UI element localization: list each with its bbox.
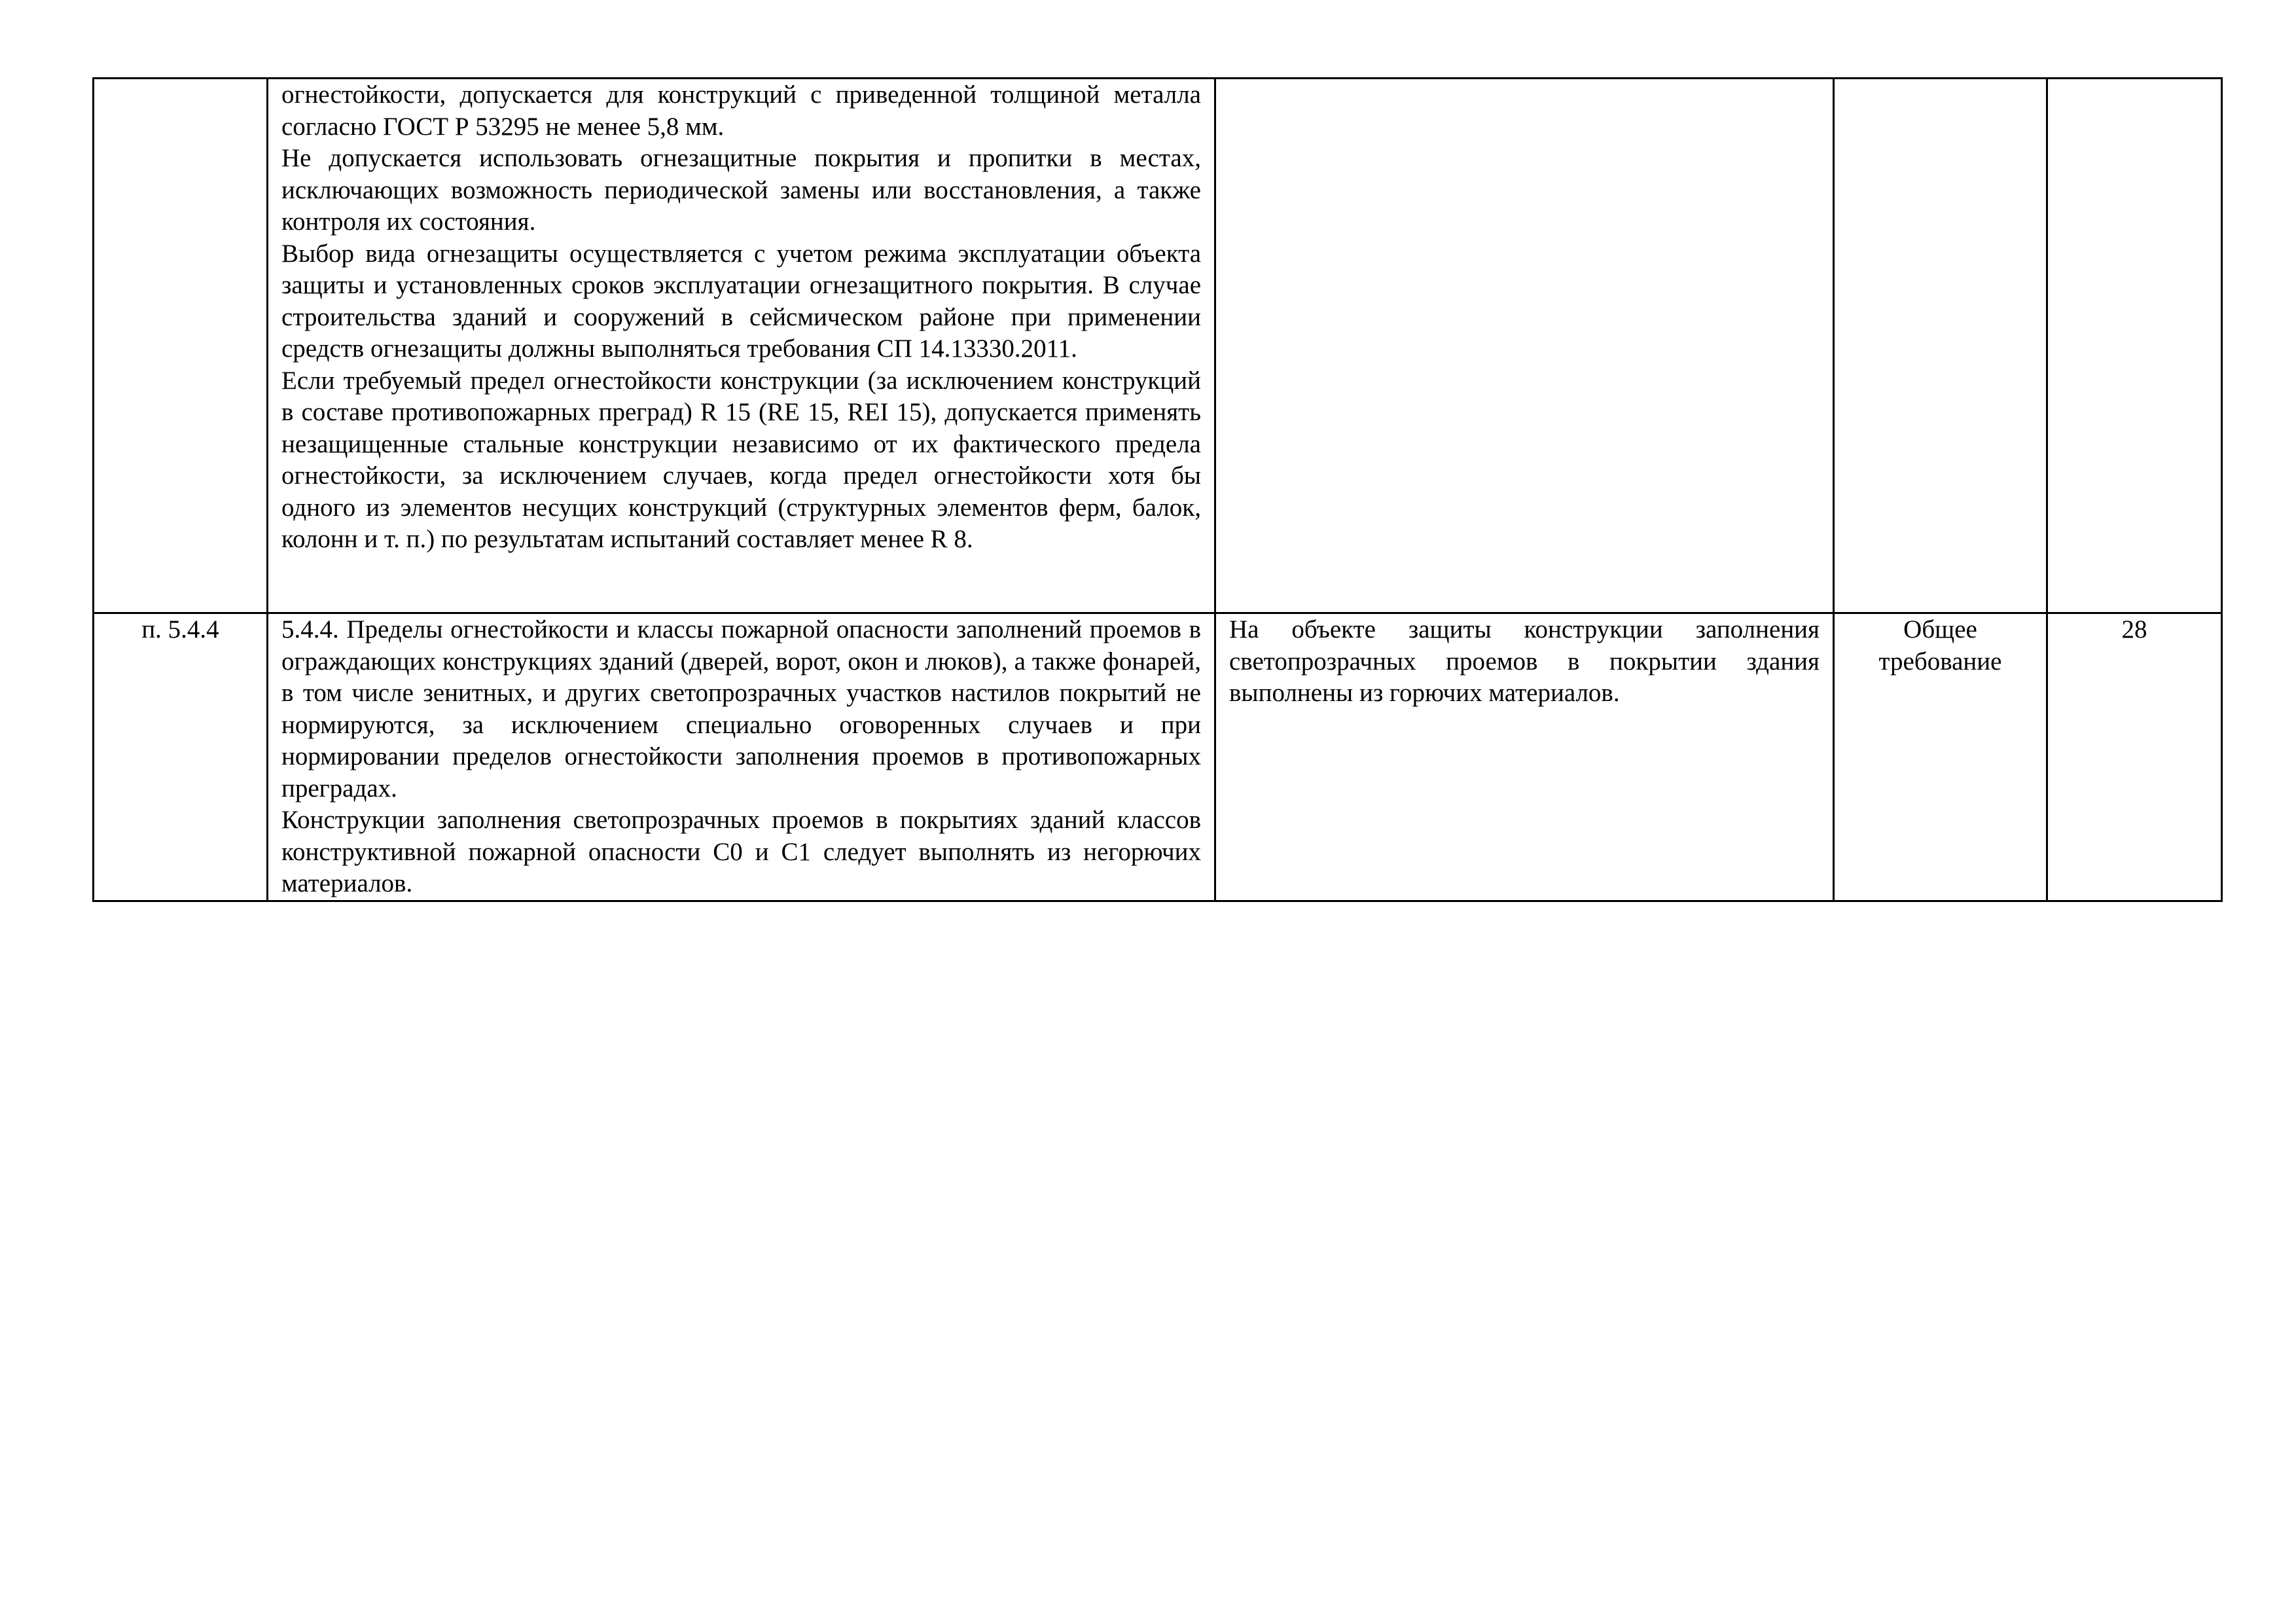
requirement-type-cell bbox=[1834, 79, 2047, 613]
requirement-paragraph: Если требуемый предел огнестойкости конструкции (за исключением конструкций в составе противопожарных преград) R 15 (RE 15, REI 15), допускается применять незащищенные стальные конструкции независимо от их фактического предела огнестойкости, за исключением случаев, когда предел огнестойкости хотя бы одного из элементов несущих конструкций (структурных элементов ферм, балок, колонн и т. п.) по результатам испытаний составляет менее R 8. bbox=[281, 366, 1201, 553]
requirement-paragraph: Не допускается использовать огнезащитные покрытия и пропитки в местах, исключающих возможность периодической замены или восстановления, а также контроля их состояния. bbox=[281, 144, 1201, 236]
table-row bbox=[94, 79, 2222, 613]
clause-reference-cell: п. 5.4.4 bbox=[94, 613, 268, 901]
requirement-type-cell: Общее требование bbox=[1834, 613, 2047, 901]
requirement-paragraph: Выбор вида огнезащиты осуществляется с учетом режима эксплуатации объекта защиты и установленных сроков эксплуатации огнезащитного покрытия. В случае строительства зданий и сооружений в сейсмическом районе при применении средств огнезащиты должны выполняться требования СП 14.13330.2011. bbox=[281, 239, 1201, 363]
requirement-text-cell bbox=[268, 79, 1215, 613]
requirements-table bbox=[92, 77, 2223, 902]
item-number-cell: 28 bbox=[2047, 613, 2222, 901]
violation-text: На объекте защиты конструкции заполнения светопрозрачных проемов в покрытии здания выполнены из горючих материалов. bbox=[1229, 615, 1820, 707]
requirement-text-cell bbox=[268, 613, 1215, 901]
table-row bbox=[94, 613, 2222, 901]
clause-reference-cell bbox=[94, 79, 268, 613]
item-number-cell bbox=[2047, 79, 2222, 613]
requirement-paragraph: огнестойкости, допускается для конструкций с приведенной толщиной металла согласно ГОСТ Р 53295 не менее 5,8 мм. bbox=[281, 81, 1201, 141]
requirement-paragraph: 5.4.4. Пределы огнестойкости и классы пожарной опасности заполнений проемов в ограждающих конструкциях зданий (дверей, ворот, окон и люков), а также фонарей, в том числе зенитных, и других светопрозрачных участков настилов покрытий не нормируются, за исключением специально оговоренных случаев и при нормировании пределов огнестойкости заполнения проемов в противопожарных преградах. bbox=[281, 615, 1201, 803]
requirement-paragraph: Конструкции заполнения светопрозрачных проемов в покрытиях зданий классов конструктивной пожарной опасности С0 и С1 следует выполнять из негорючих материалов. bbox=[281, 806, 1201, 897]
violation-description-cell bbox=[1215, 79, 1834, 613]
violation-description-cell bbox=[1215, 613, 1834, 901]
